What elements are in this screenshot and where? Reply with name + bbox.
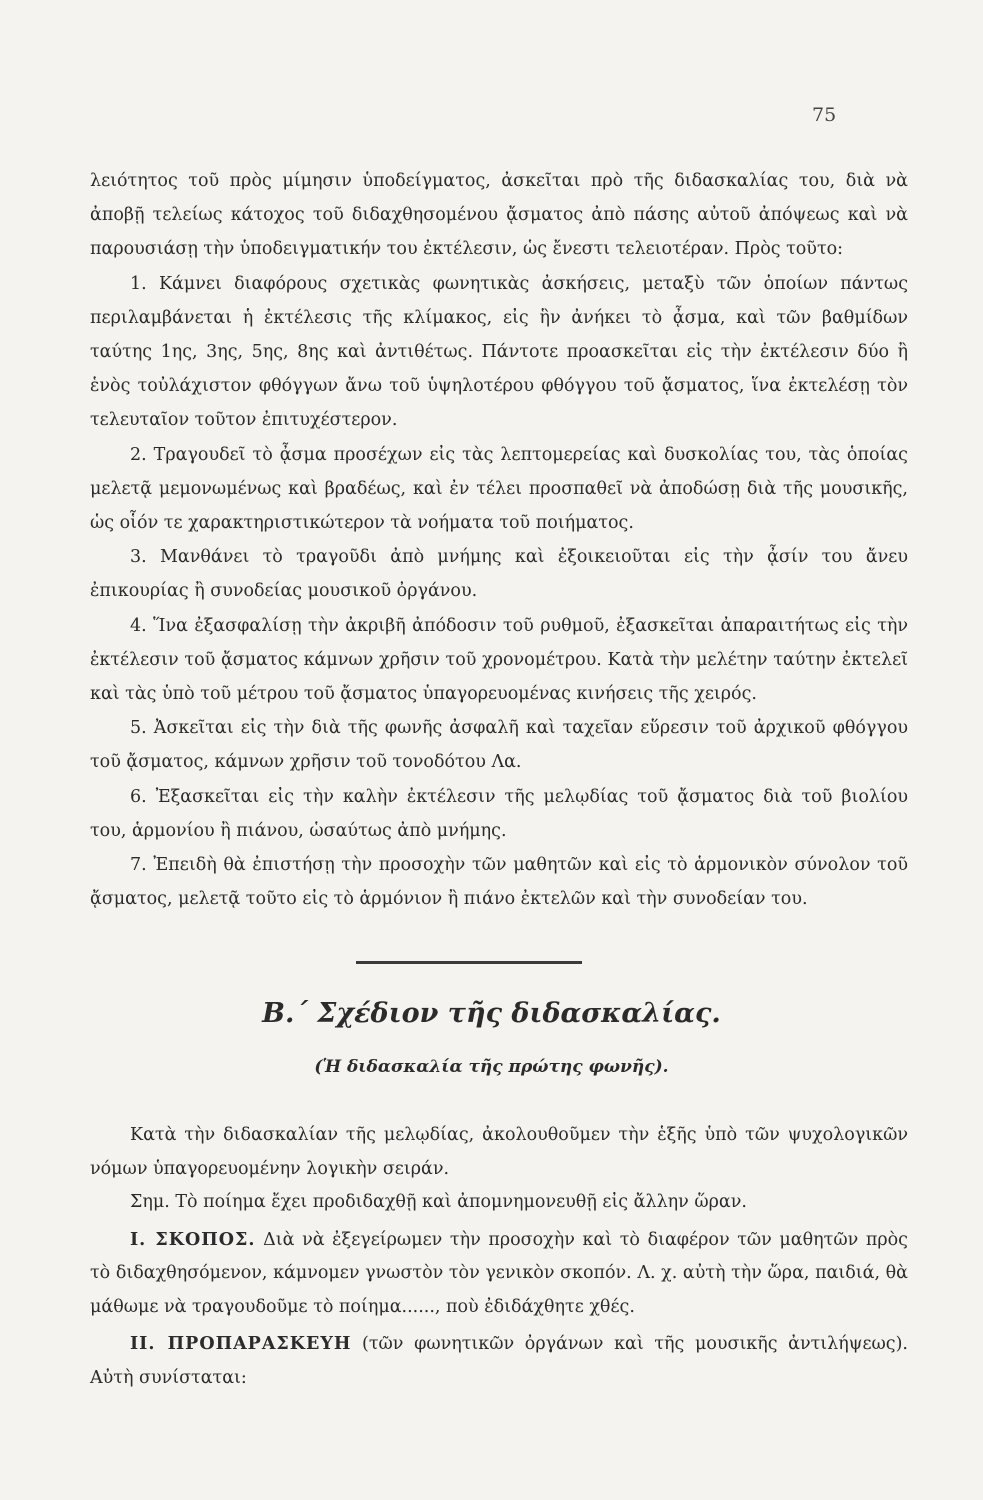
preparation-label: ΙΙ. ΠΡΟΠΑΡΑΣΚΕΥΗ bbox=[130, 1334, 352, 1354]
intro-paragraph: λειότητος τοῦ πρὸς μίμησιν ὑποδείγματος, ἀσκεῖται πρὸ τῆς διδασκαλίας του, διὰ νὰ ἀποβῇ τελείως κάτοχος τοῦ διδαχθησομένου ᾄσματος ἀπὸ πάσης αὐτοῦ ἀπόψεως καὶ νὰ παρουσιάσῃ τὴν ὑποδειγματικήν του ἐκτέλεσιν, ὡς ἔνεστι τελειοτέραν. Πρὸς τοῦτο: bbox=[90, 171, 908, 260]
note-paragraph: Σημ. Τὸ ποίημα ἔχει προδιδαχθῇ καὶ ἀπομνημονευθῇ εἰς ἄλλην ὥραν. bbox=[130, 1192, 747, 1212]
section-divider bbox=[356, 961, 582, 964]
main-text bbox=[90, 164, 908, 916]
list-item-5: 5. Ἀσκεῖται εἰς τὴν διὰ τῆς φωνῆς ἀσφαλῆ καὶ ταχεῖαν εὕρεσιν τοῦ ἀρχικοῦ φθόγγου τοῦ ᾄσματος, κάμνων χρῆσιν τοῦ τονοδότου Λα. bbox=[90, 718, 908, 773]
method-paragraph: Κατὰ τὴν διδασκαλίαν τῆς μελῳδίας, ἀκολουθοῦμεν τὴν ἑξῆς ὑπὸ τῶν ψυχολογικῶν νόμων ὑπαγορευομένην λογικὴν σειράν. bbox=[90, 1125, 908, 1179]
list-item-6: 6. Ἐξασκεῖται εἰς τὴν καλὴν ἐκτέλεσιν τῆς μελῳδίας τοῦ ᾄσματος διὰ τοῦ βιολίου του, ἁρμονίου ἢ πιάνου, ὡσαύτως ἀπὸ μνήμης. bbox=[90, 786, 908, 841]
preparation-paragraph bbox=[90, 1328, 908, 1395]
list-item-2: 2. Τραγουδεῖ τὸ ᾆσμα προσέχων εἰς τὰς λεπτομερείας καὶ δυσκολίας του, τὰς ὁποίας μελετᾷ μεμονωμένως καὶ βραδέως, καὶ ἐν τέλει προσπαθεῖ νὰ ἀποδώσῃ διὰ τῆς μουσικῆς, ὡς οἷόν τε χαρακτηριστικώτερον τὰ νοήματα τοῦ ποιήματος. bbox=[90, 444, 908, 534]
section-heading: Β.΄ Σχέδιον τῆς διδασκαλίας. bbox=[262, 998, 721, 1029]
section-subheading: (Ἡ διδασκαλία τῆς πρώτης φωνῆς). bbox=[314, 1057, 669, 1077]
aim-label: Ι. ΣΚΟΠΟΣ. bbox=[130, 1229, 256, 1250]
list-item-7: 7. Ἐπειδὴ θὰ ἐπιστήσῃ τὴν προσοχὴν τῶν μαθητῶν καὶ εἰς τὸ ἁρμονικὸν σύνολον τοῦ ᾄσματος, μελετᾷ τοῦτο εἰς τὸ ἁρμόνιον ἢ πιάνο ἐκτελῶν καὶ τὴν συνοδείαν του. bbox=[90, 855, 908, 910]
list-item-1: 1. Κάμνει διαφόρους σχετικὰς φωνητικὰς ἀσκήσεις, μεταξὺ τῶν ὁποίων πάντως περιλαμβάνεται ἡ ἐκτέλεσις τῆς κλίμακος, εἰς ἣν ἀνήκει τὸ ᾆσμα, καὶ τῶν βαθμίδων ταύτης 1ης, 3ης, 5ης, 8ης καὶ ἀντιθέτως. Πάντοτε προασκεῖται εἰς τὴν ἐκτέλεσιν δύο ἢ ἑνὸς τοὐλάχιστον φθόγγων ἄνω τοῦ ὑψηλοτέρου φθόγγου τοῦ ᾄσματος, ἵνα ἐκτελέσῃ τὸν τελευταῖον τοῦτον ἐπιτυχέστερον. bbox=[90, 273, 908, 431]
aim-text: Διὰ νὰ ἐξεγείρωμεν τὴν προσοχὴν καὶ τὸ διαφέρον τῶν μαθητῶν πρὸς τὸ διδαχθησόμενον, κάμνομεν γνωστὸν τὸν γενικὸν σκοπόν. Λ. χ. αὐτὴ τὴν ὥρα, παιδιά, θὰ μάθωμε νὰ τραγουδοῦμε τὸ ποίημα......, ποὺ ἐδιδάχθητε χθές. bbox=[90, 1229, 908, 1317]
lesson-plan-text bbox=[90, 1119, 908, 1395]
aim-paragraph bbox=[90, 1224, 908, 1325]
list-item-4: 4. Ἵνα ἐξασφαλίσῃ τὴν ἀκριβῆ ἀπόδοσιν τοῦ ρυθμοῦ, ἐξασκεῖται ἀπαραιτήτως εἰς τὴν ἐκτέλεσιν τοῦ ᾄσματος κάμνων χρῆσιν τοῦ χρονομέτρου. Κατὰ τὴν μελέτην ταύτην ἐκτελεῖ καὶ τὰς ὑπὸ τοῦ μέτρου τοῦ ᾄσματος ὑπαγορευομένας κινήσεις τῆς χειρός. bbox=[90, 615, 908, 705]
list-item-3: 3. Μανθάνει τὸ τραγοῦδι ἀπὸ μνήμης καὶ ἐξοικειοῦται εἰς τὴν ᾆσίν του ἄνευ ἐπικουρίας ἢ συνοδείας μουσικοῦ ὀργάνου. bbox=[90, 547, 908, 602]
page-number: 75 bbox=[812, 104, 837, 126]
preparation-text: (τῶν φωνητικῶν ὀργάνων καὶ τῆς μουσικῆς ἀντιλήψεως). Αὐτὴ συνίσταται: bbox=[90, 1334, 908, 1388]
